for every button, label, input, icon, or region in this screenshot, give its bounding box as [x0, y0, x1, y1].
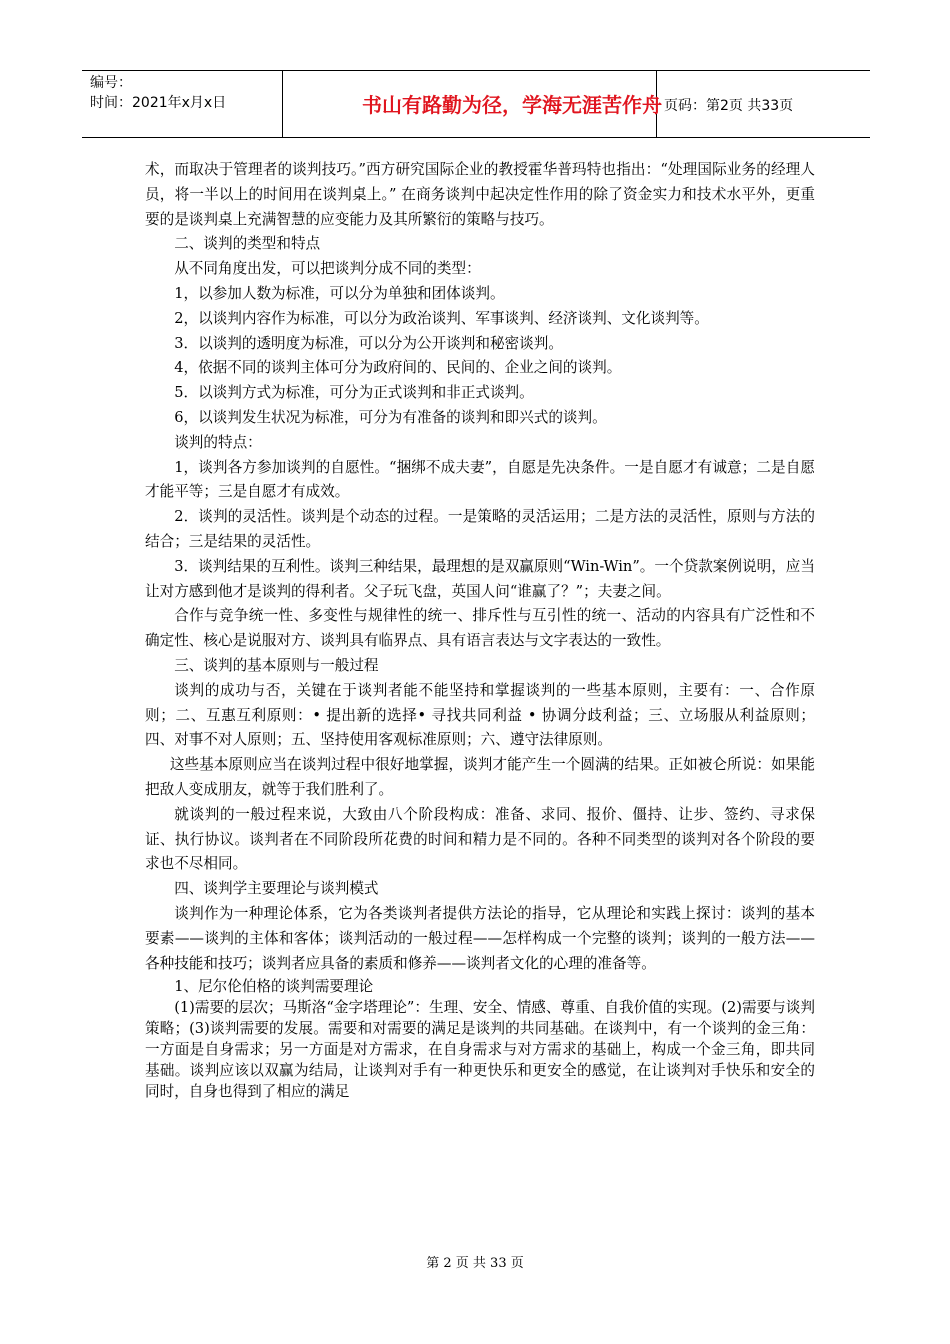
subheading: 1、尼尔伦伯格的谈判需要理论	[174, 978, 374, 996]
paragraph: 这些基本原则应当在谈判过程中很好地掌握，谈判才能产生一个圆满的结果。正如被仑所说：如果能把敌人变成朋友，就等于我们胜利了。	[145, 756, 815, 798]
section-heading: 四、谈判学主要理论与谈判模式	[174, 880, 379, 898]
header-motto: 书山有路勤为径，学海无涯苦作舟	[362, 93, 662, 117]
paragraph: 术，而取决于管理者的谈判技巧。”西方研究国际企业的教授霍华普玛特也指出：“处理国际业务的经理人员，将一半以上的时间用在谈判桌上。” 在商务谈判中起决定性作用的除了资金实力和技术水平外，更重要的是谈判桌上充满智慧的应变能力及其所繁衍的策略与技巧。	[145, 161, 815, 228]
subheading: 谈判的特点：	[174, 433, 262, 451]
section-heading: 二、谈判的类型和特点	[174, 235, 321, 253]
list-item: 6，以谈判发生状况为标准，可分为有准备的谈判和即兴式的谈判。	[174, 408, 607, 426]
time-label: 时间：2021年x月x日	[90, 95, 227, 111]
list-item: 1，以参加人数为标准，可以分为单独和团体谈判。	[174, 284, 505, 302]
page-header	[82, 70, 870, 138]
list-item: 1，谈判各方参加谈判的自愿性。“捆绑不成夫妻”，自愿是先决条件。一是自愿才有诚意；二是自愿才能平等；三是自愿才有成效。	[145, 458, 815, 501]
paragraph: (1)需要的层次；马斯洛“金字塔理论”：生理、安全、情感、尊重、自我价值的实现。(2)需要与谈判策略；(3)谈判需要的发展。需要和对需要的满足是谈判的共同基础。在谈判中，有一个谈判的金三角：一方面是自身需求；另一方面是对方需求，在自身需求与对方需求的基础上，构成一个金三角，即共同基础。谈判应该以双赢为结局，让谈判对手有一种更快乐和更安全的感觉，在让谈判对手快乐和安全的同时，自身也得到了相应的满足	[145, 999, 815, 1101]
list-item: 2．谈判的灵活性。谈判是个动态的过程。一是策略的灵活运用；二是方法的灵活性，原则与方法的结合；三是结果的灵活性。	[145, 508, 815, 550]
paragraph: 谈判作为一种理论体系，它为各类谈判者提供方法论的指导，它从理论和实践上探讨：谈判的基本要素——谈判的主体和客体；谈判活动的一般过程——怎样构成一个完整的谈判；谈判的一般方法——各种技能和技巧；谈判者应具备的素质和修养——谈判者文化的心理的准备等。	[145, 904, 815, 972]
list-item: 3．以谈判的透明度为标准，可以分为公开谈判和秘密谈判。	[174, 334, 563, 352]
list-item: 2，以谈判内容作为标准，可以分为政治谈判、军事谈判、经济谈判、文化谈判等。	[174, 309, 709, 327]
paragraph: 从不同角度出发，可以把谈判分成不同的类型：	[174, 260, 481, 278]
document-body	[145, 158, 815, 1102]
list-item: 4，依据不同的谈判主体可分为政府间的、民间的、企业之间的谈判。	[174, 359, 622, 377]
number-label: 编号：	[90, 75, 132, 91]
section-heading: 三、谈判的基本原则与一般过程	[174, 656, 379, 674]
paragraph: 谈判的成功与否，关键在于谈判者能不能坚持和掌握谈判的一些基本原则，主要有：一、合作原则；二、互惠互利原则：• 提出新的选择• 寻找共同利益 • 协调分歧利益；三、立场服从利益原则；四、对事不对人原则；五、坚持使用客观标准原则；六、遵守法律原则。	[145, 681, 815, 749]
paragraph: 合作与竞争统一性、多变性与规律性的统一、排斥性与互引性的统一、活动的内容具有广泛性和不确定性、核心是说服对方、谈判具有临界点、具有语言表达与文字表达的一致性。	[145, 607, 815, 650]
list-item: 3．谈判结果的互利性。谈判三种结果，最理想的是双赢原则“Win-Win”。一个贷款案例说明，应当让对方感到他才是谈判的得利者。父子玩飞盘，英国人问“谁赢了？”；夫妻之间。	[145, 557, 815, 600]
page-footer: 第 2 页 共 33 页	[426, 1256, 524, 1271]
header-divider	[282, 71, 283, 137]
paragraph: 就谈判的一般过程来说，大致由八个阶段构成：准备、求同、报价、僵持、让步、签约、寻求保证、执行协议。谈判者在不同阶段所花费的时间和精力是不同的。各种不同类型的谈判对各个阶段的要求也不尽相同。	[145, 805, 815, 873]
header-page-info: 页码：第2页 共33页	[664, 98, 794, 114]
list-item: 5．以谈判方式为标准，可分为正式谈判和非正式谈判。	[174, 384, 534, 402]
